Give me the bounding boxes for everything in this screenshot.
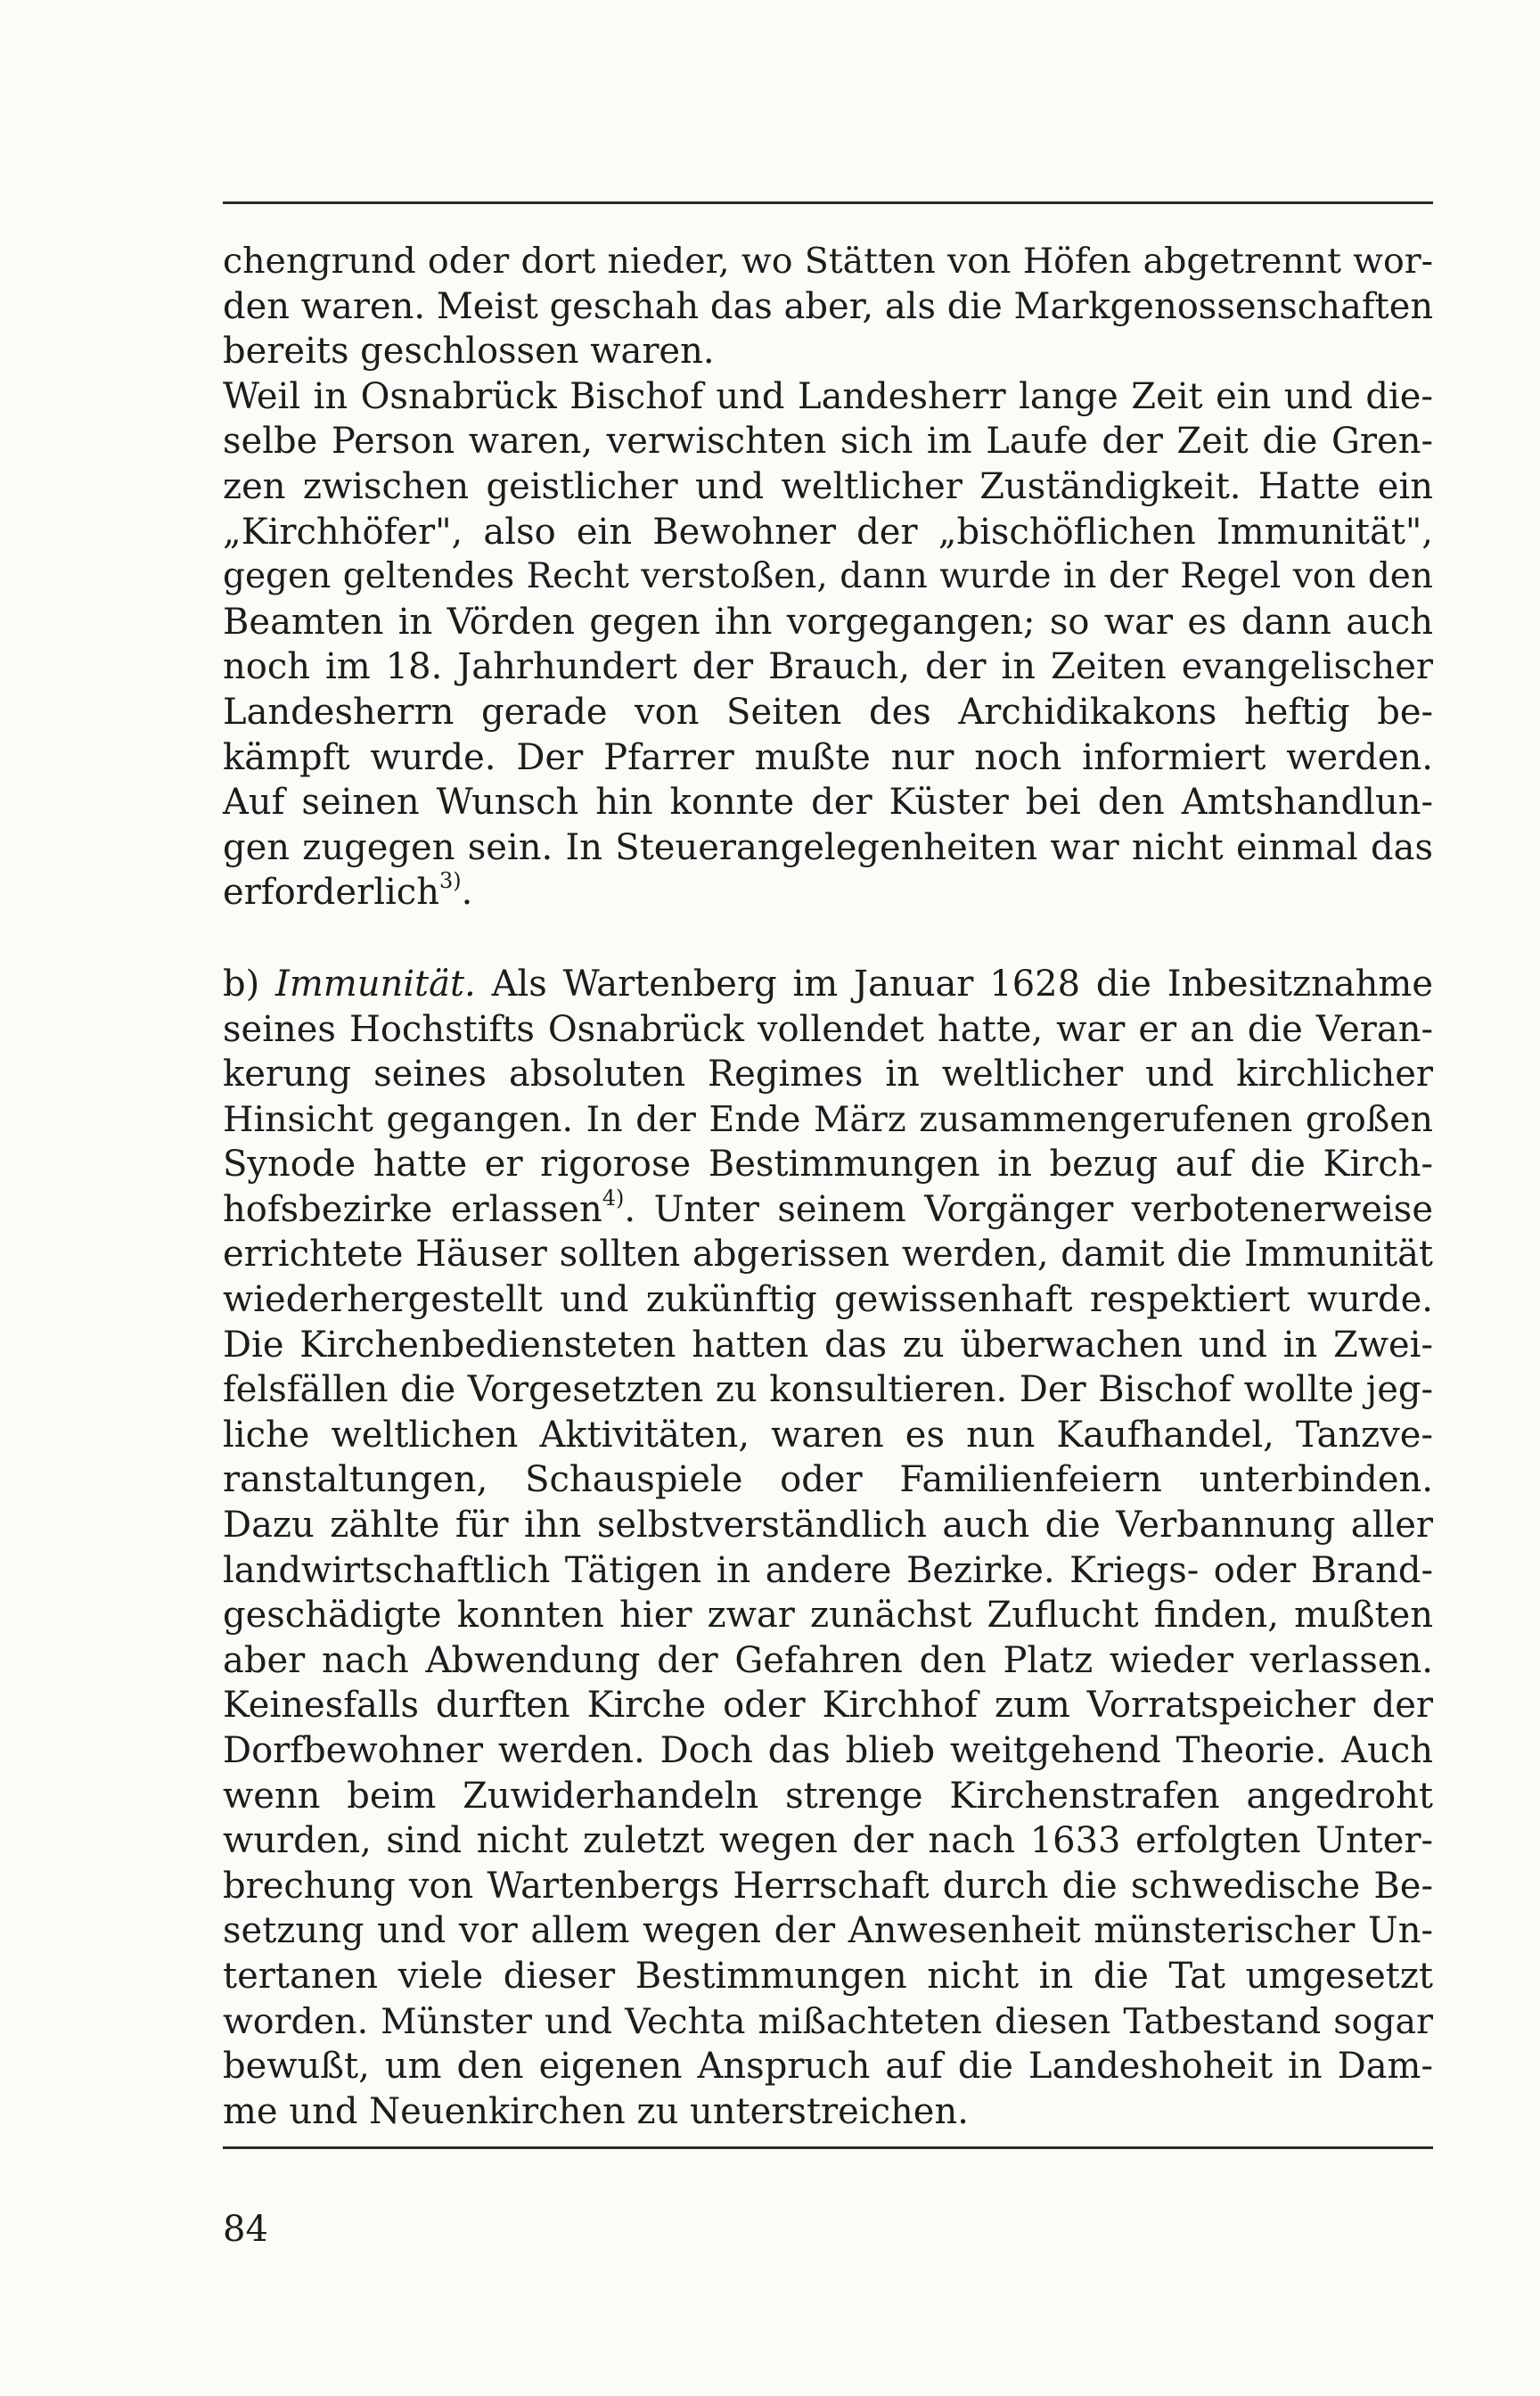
footnote-ref-3: 3) (438, 868, 462, 894)
text-line: felsfällen die Vorgesetzten zu konsultieren. Der Bischof wollte jeg- (223, 1369, 1433, 1411)
text-line: setzung und vor allem wegen der Anwesenheit münsterischer Un- (223, 1910, 1433, 1952)
text-line: errichtete Häuser sollten abgerissen werden, damit die Immunität (223, 1234, 1433, 1276)
text-line: bereits geschlossen waren. (223, 331, 715, 373)
text-line: noch im 18. Jahrhundert der Brauch, der in Zeiten evangelischer (223, 646, 1433, 688)
text-line: Beamten in Vörden gegen ihn vorgegangen; so war es dann auch (223, 601, 1433, 643)
text-line: me und Neuenkirchen zu unterstreichen. (223, 2090, 969, 2132)
text-span: . (461, 872, 473, 914)
section-heading: Immunität. (275, 963, 476, 1005)
text-line: aber nach Abwendung der Gefahren den Platz wieder verlassen. (223, 1639, 1433, 1681)
text-line: Hinsicht gegangen. In der Ende März zusammengerufenen großen (223, 1098, 1433, 1140)
text-line: Landesherrn gerade von Seiten des Archidikakons heftig be- (223, 691, 1433, 733)
text-line: brechung von Wartenbergs Herrschaft durch die schwedische Be- (223, 1865, 1433, 1907)
text-span: erforderlich (223, 872, 439, 914)
text-span: . Unter seinem Vorgänger verbotenerweise (624, 1188, 1433, 1230)
text-line: Dorfbewohner werden. Doch das blieb weitgehend Theorie. Auch (223, 1730, 1433, 1771)
text-line: gen zugegen sein. In Steuerangelegenheiten war nicht einmal das (223, 826, 1433, 868)
paragraph-2 (223, 374, 1433, 915)
top-rule (223, 201, 1433, 204)
text-line: wiederhergestellt und zukünftig gewissenhaft respektiert wurde. (223, 1279, 1433, 1321)
text-line: landwirtschaftlich Tätigen in andere Bezirke. Kriegs- oder Brand- (223, 1549, 1433, 1591)
text-line: liche weltlichen Aktivitäten, waren es nun Kaufhandel, Tanzve- (223, 1414, 1433, 1456)
text-line: Die Kirchenbediensteten hatten das zu überwachen und in Zwei- (223, 1324, 1433, 1366)
paragraph-gap (223, 915, 1433, 962)
text-line (223, 1187, 1433, 1233)
bottom-rule (223, 2146, 1433, 2149)
text-line: Keinesfalls durften Kirche oder Kirchhof zum Vorratspeicher der (223, 1685, 1433, 1727)
text-line: bewußt, um den eigenen Anspruch auf die Landeshoheit in Dam- (223, 2046, 1433, 2088)
text-line: tertanen viele dieser Bestimmungen nicht in die Tat umgesetzt (223, 1955, 1433, 1997)
text-line: worden. Münster und Vechta mißachteten diesen Tatbestand sogar (223, 2000, 1433, 2042)
text-span: Als Wartenberg im Januar 1628 die Inbesitznahme (491, 963, 1434, 1005)
section-heading-line (223, 962, 1433, 1007)
text-line: Weil in Osnabrück Bischof und Landesherr lange Zeit ein und die- (223, 375, 1433, 417)
text-line: kerung seines absoluten Regimes in weltlicher und kirchlicher (223, 1054, 1433, 1095)
text-line: ranstaltungen, Schauspiele oder Familienfeiern unterbinden. (223, 1459, 1433, 1501)
section-label: b) (223, 963, 260, 1005)
body-text (223, 239, 1433, 2134)
text-line: Synode hatte er rigorose Bestimmungen in bezug auf die Kirch- (223, 1144, 1433, 1186)
section-b (223, 962, 1433, 2134)
text-line: den waren. Meist geschah das aber, als die Markgenossenschaften (223, 285, 1434, 327)
text-line: wurden, sind nicht zuletzt wegen der nach 1633 erfolgten Unter- (223, 1820, 1433, 1862)
page-number: 84 (223, 2209, 268, 2250)
text-line: zen zwischen geistlicher und weltlicher Zuständigkeit. Hatte ein (223, 465, 1433, 507)
text-line: chengrund oder dort nieder, wo Stätten von Höfen abgetrennt wor- (223, 241, 1433, 282)
text-line: kämpft wurde. Der Pfarrer mußte nur noch informiert werden. (223, 736, 1433, 778)
text-line: geschädigte konnten hier zwar zunächst Zuflucht finden, mußten (223, 1595, 1433, 1637)
text-line: seines Hochstifts Osnabrück vollendet hatte, war er an die Veran- (223, 1008, 1433, 1050)
text-line: selbe Person waren, verwischten sich im Laufe der Zeit die Gren- (223, 421, 1433, 463)
paragraph-1 (223, 239, 1433, 374)
text-line: Auf seinen Wunsch hin konnte der Küster bei den Amtshandlun- (223, 782, 1433, 824)
text-line: „Kirchhöfer", also ein Bewohner der „bischöflichen Immunität", (223, 511, 1433, 553)
text-span: hofsbezirke erlassen (223, 1188, 602, 1230)
text-line: wenn beim Zuwiderhandeln strenge Kirchenstrafen angedroht (223, 1775, 1433, 1817)
footnote-ref-4: 4) (602, 1185, 625, 1210)
text-line (223, 870, 1433, 915)
text-line: gegen geltendes Recht verstoßen, dann wurde in der Regel von den (223, 556, 1433, 597)
text-line: Dazu zählte für ihn selbstverständlich auch die Verbannung aller (223, 1505, 1433, 1547)
